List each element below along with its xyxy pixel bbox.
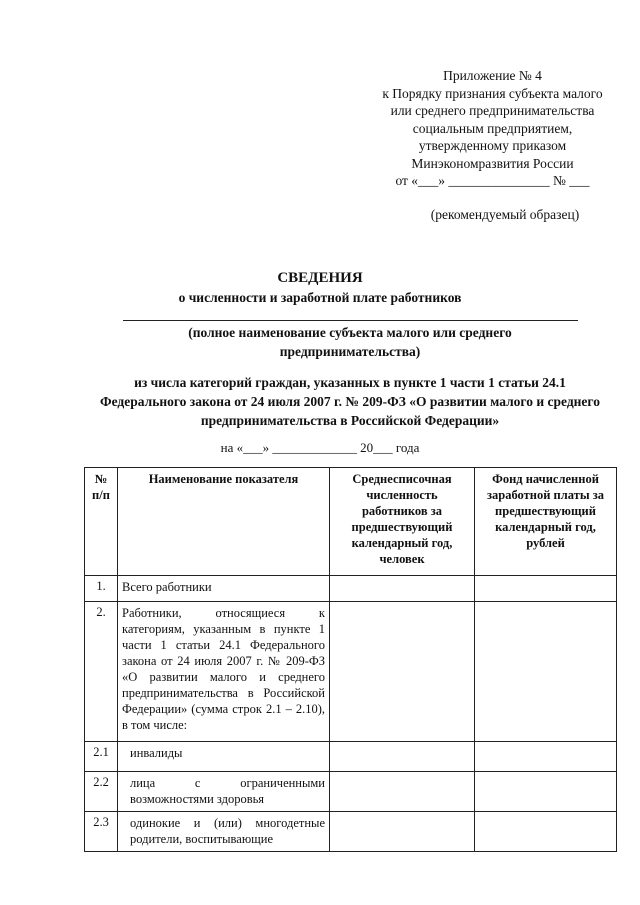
- headcount-cell[interactable]: [330, 812, 475, 852]
- appendix-line: или среднего предпринимательства: [390, 103, 595, 118]
- header-number: № п/п: [85, 468, 118, 576]
- appendix-block: [345, 67, 640, 190]
- header-headcount: Среднесписочная численность работников за предшествующий календарный год, человек: [330, 468, 475, 576]
- table-row: [85, 576, 617, 602]
- payroll-cell[interactable]: [475, 602, 617, 742]
- entity-caption: (полное наименование субъекта малого или среднего предпринимательства): [188, 325, 512, 359]
- row-number: 1.: [85, 576, 118, 602]
- date-line: на «___» _____________ 20___ года: [220, 440, 420, 455]
- payroll-cell[interactable]: [475, 576, 617, 602]
- payroll-cell[interactable]: [475, 742, 617, 772]
- appendix-line: утвержденному приказом: [418, 138, 567, 153]
- indicators-table: [84, 467, 617, 852]
- appendix-line: социальным предприятием,: [412, 120, 573, 136]
- row-name: Всего работники: [118, 576, 330, 602]
- table-row: [85, 812, 617, 852]
- categories-text: из числа категорий граждан, указанных в пункте 1 части 1 статьи 24.1 Федерального закона от 24 июля 2007 г. № 209-ФЗ «О развитии малого и среднего предпринимательства в Российской Федерации»: [100, 375, 600, 428]
- headcount-cell[interactable]: [330, 602, 475, 742]
- entity-name-line: [123, 320, 578, 321]
- appendix-line: Приложение № 4: [443, 68, 542, 83]
- row-name: лица с ограниченными возможностями здоровья: [118, 772, 330, 812]
- row-number: 2.: [85, 602, 118, 742]
- table-row: [85, 602, 617, 742]
- header-indicator: Наименование показателя: [118, 468, 330, 576]
- appendix-line: от «___» _______________ № ___: [395, 173, 590, 188]
- table-row: [85, 742, 617, 772]
- row-name: одинокие и (или) многодетные родители, воспитывающие: [118, 812, 330, 852]
- row-number: 2.2: [85, 772, 118, 812]
- header-payroll: Фонд начисленной заработной платы за предшествующий календарный год, рублей: [475, 468, 617, 576]
- document-title: СВЕДЕНИЯ: [277, 270, 363, 286]
- appendix-line: к Порядку признания субъекта малого: [382, 85, 603, 101]
- row-name: инвалиды: [118, 742, 330, 772]
- headcount-cell[interactable]: [330, 742, 475, 772]
- payroll-cell[interactable]: [475, 772, 617, 812]
- headcount-cell[interactable]: [330, 772, 475, 812]
- row-name: Работники, относящиеся к категориям, указанным в пункте 1 части 1 статьи 24.1 Федерального закона от 24 июля 2007 г. № 209-ФЗ «О развитии малого и среднего предпринимательства в Российской Федерации» (сумма строк 2.1 – 2.10), в том числе:: [118, 602, 330, 742]
- row-number: 2.3: [85, 812, 118, 852]
- row-number: 2.1: [85, 742, 118, 772]
- payroll-cell[interactable]: [475, 812, 617, 852]
- document-subtitle: о численности и заработной плате работников: [178, 290, 462, 305]
- sample-note: (рекомендуемый образец): [430, 207, 580, 222]
- headcount-cell[interactable]: [330, 576, 475, 602]
- table-header-row: [85, 468, 617, 576]
- appendix-line: Минэкономразвития России: [411, 155, 574, 171]
- table-row: [85, 772, 617, 812]
